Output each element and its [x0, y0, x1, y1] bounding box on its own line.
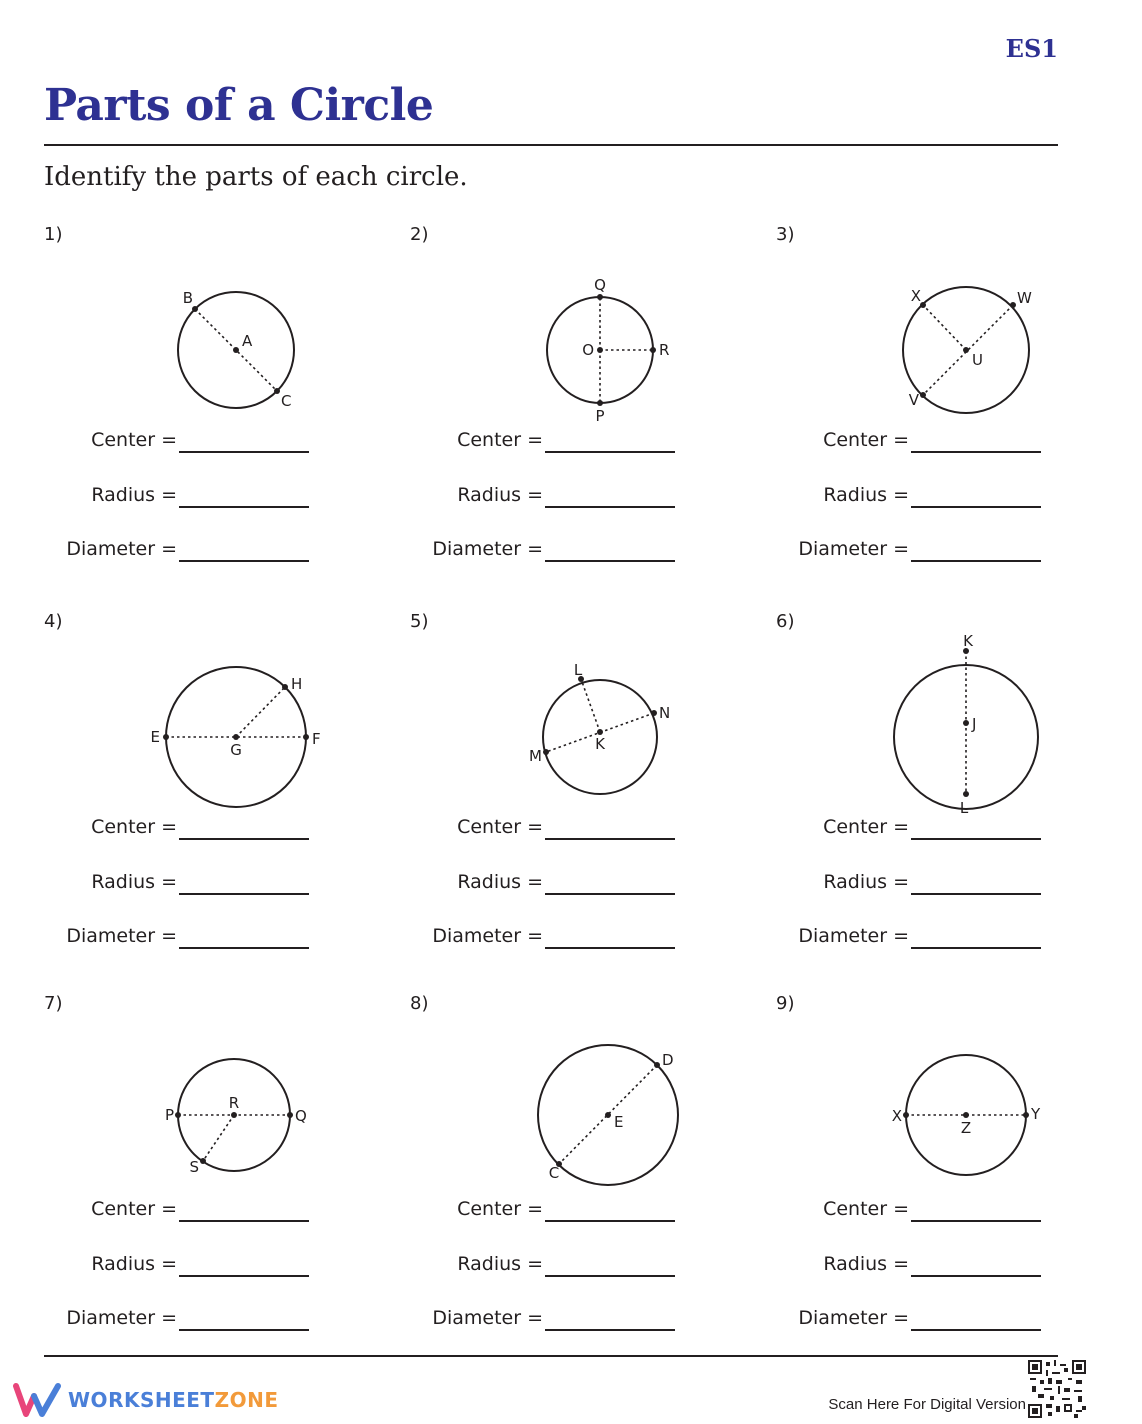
- center-answer-row: [44, 1198, 309, 1222]
- radius-label: Radius =: [457, 484, 543, 506]
- center-answer-row: [44, 816, 309, 840]
- diameter-answer-row: [44, 925, 309, 949]
- center-label: O: [582, 341, 594, 359]
- center-label: U: [972, 351, 983, 369]
- radius-label: Radius =: [91, 1253, 177, 1275]
- center-answer-row: [776, 429, 1041, 453]
- problem-2: [410, 224, 776, 604]
- circle-figure: [450, 238, 750, 425]
- brand-w-icon: [14, 1382, 64, 1418]
- point-label: Q: [594, 276, 606, 294]
- center-point: [963, 1112, 969, 1118]
- boundary-point: [175, 1112, 181, 1118]
- center-label: E: [614, 1113, 624, 1131]
- radius-answer-row: [44, 1253, 309, 1277]
- diameter-answer-blank[interactable]: [179, 560, 309, 562]
- radius-answer-blank[interactable]: [911, 893, 1041, 895]
- circle-figure: [816, 238, 1116, 418]
- diameter-answer-row: [776, 925, 1041, 949]
- circle-figure: [816, 625, 1116, 817]
- center-label: Center =: [457, 429, 543, 451]
- diameter-label: Diameter =: [432, 925, 543, 947]
- boundary-point: [1023, 1112, 1029, 1118]
- boundary-point: [543, 749, 549, 755]
- problem-7: [44, 993, 410, 1373]
- point-label: H: [291, 675, 303, 693]
- circle-figure: [450, 1007, 750, 1187]
- radius-answer-blank[interactable]: [911, 1275, 1041, 1277]
- problem-8: [410, 993, 776, 1373]
- point-label: N: [659, 704, 671, 722]
- boundary-point: [163, 734, 169, 740]
- problem-number: 1): [44, 224, 63, 245]
- center-label: Z: [960, 1119, 972, 1137]
- diameter-label: Diameter =: [66, 925, 177, 947]
- center-answer-row: [776, 1198, 1041, 1222]
- radius-label: Radius =: [823, 484, 909, 506]
- problem-3: [776, 224, 1142, 604]
- diameter-label: Diameter =: [798, 925, 909, 947]
- problem-6: [776, 611, 1142, 991]
- point-label: Y: [1031, 1105, 1041, 1123]
- boundary-point: [274, 388, 280, 394]
- center-answer-blank[interactable]: [911, 838, 1041, 840]
- radius-label: Radius =: [457, 1253, 543, 1275]
- problem-number: 6): [776, 611, 795, 632]
- point-label: X: [910, 287, 921, 305]
- boundary-point: [303, 734, 309, 740]
- center-answer-blank[interactable]: [179, 838, 309, 840]
- problem-number: 9): [776, 993, 795, 1014]
- center-label: G: [230, 741, 242, 759]
- worksheet-code: ES1: [1005, 34, 1058, 63]
- point-label: P: [164, 1106, 174, 1124]
- center-label: J: [972, 715, 977, 733]
- boundary-point: [654, 1062, 660, 1068]
- center-point: [231, 1112, 237, 1118]
- point-label: F: [312, 730, 321, 748]
- point-label: D: [662, 1051, 674, 1069]
- radius-answer-row: [776, 871, 1041, 895]
- radius-answer-blank[interactable]: [545, 1275, 675, 1277]
- bottom-divider: [44, 1355, 1058, 1357]
- center-label: Center =: [91, 1198, 177, 1220]
- dashed-segment: [203, 1115, 234, 1161]
- diameter-answer-row: [410, 925, 675, 949]
- diameter-answer-blank[interactable]: [545, 560, 675, 562]
- radius-answer-row: [44, 871, 309, 895]
- boundary-point: [651, 710, 657, 716]
- center-answer-row: [410, 1198, 675, 1222]
- diameter-answer-blank[interactable]: [179, 947, 309, 949]
- problem-9: [776, 993, 1142, 1373]
- center-answer-blank[interactable]: [179, 451, 309, 453]
- center-label: Center =: [457, 816, 543, 838]
- point-label: S: [189, 1158, 199, 1176]
- center-answer-row: [44, 429, 309, 453]
- diameter-answer-blank[interactable]: [179, 1329, 309, 1331]
- radius-answer-blank[interactable]: [911, 506, 1041, 508]
- point-label: Q: [295, 1107, 307, 1125]
- boundary-point: [597, 294, 603, 300]
- point-label: X: [891, 1107, 902, 1125]
- diameter-answer-blank[interactable]: [911, 1329, 1041, 1331]
- diameter-answer-blank[interactable]: [545, 947, 675, 949]
- dashed-segment: [581, 679, 600, 732]
- diameter-label: Diameter =: [432, 538, 543, 560]
- brand-logo: [14, 1382, 279, 1418]
- center-label: Center =: [457, 1198, 543, 1220]
- circle-figure: [84, 625, 384, 805]
- point-label: L: [959, 799, 969, 817]
- radius-answer-blank[interactable]: [545, 893, 675, 895]
- center-answer-blank[interactable]: [911, 1220, 1041, 1222]
- page-title: Parts of a Circle: [44, 80, 434, 131]
- boundary-point: [903, 1112, 909, 1118]
- center-answer-row: [776, 816, 1041, 840]
- diameter-label: Diameter =: [66, 538, 177, 560]
- radius-answer-row: [410, 484, 675, 508]
- radius-answer-row: [44, 484, 309, 508]
- point-label: L: [573, 661, 583, 679]
- dashed-segment: [923, 305, 966, 350]
- diameter-answer-blank[interactable]: [911, 947, 1041, 949]
- diameter-label: Diameter =: [798, 1307, 909, 1329]
- brand-name: WORKSHEETZONE: [68, 1388, 279, 1412]
- center-answer-blank[interactable]: [545, 1220, 675, 1222]
- problem-5: [410, 611, 776, 991]
- point-label: K: [963, 632, 973, 650]
- center-point: [605, 1112, 611, 1118]
- problem-number: 8): [410, 993, 429, 1014]
- point-label: M: [529, 747, 542, 765]
- point-label: R: [659, 341, 670, 359]
- center-answer-blank[interactable]: [911, 451, 1041, 453]
- boundary-point: [650, 347, 656, 353]
- boundary-point: [963, 791, 969, 797]
- radius-answer-blank[interactable]: [179, 893, 309, 895]
- center-answer-row: [410, 429, 675, 453]
- diameter-label: Diameter =: [432, 1307, 543, 1329]
- radius-answer-row: [410, 1253, 675, 1277]
- point-label: E: [150, 728, 160, 746]
- circle-figure: [816, 1007, 1116, 1187]
- boundary-point: [282, 684, 288, 690]
- center-label: R: [228, 1094, 240, 1112]
- diameter-answer-row: [44, 1307, 309, 1331]
- center-point: [963, 720, 969, 726]
- radius-answer-blank[interactable]: [179, 1275, 309, 1277]
- center-label: Center =: [823, 1198, 909, 1220]
- radius-label: Radius =: [823, 871, 909, 893]
- boundary-point: [1010, 302, 1016, 308]
- diameter-answer-row: [776, 1307, 1041, 1331]
- center-label: Center =: [91, 429, 177, 451]
- diameter-answer-row: [44, 538, 309, 562]
- circle-figure: [450, 625, 750, 805]
- center-answer-row: [410, 816, 675, 840]
- problem-1: [44, 224, 410, 604]
- center-label: Center =: [823, 429, 909, 451]
- point-label: C: [548, 1164, 560, 1182]
- radius-answer-row: [776, 1253, 1041, 1277]
- top-divider: [44, 144, 1058, 146]
- center-answer-blank[interactable]: [545, 451, 675, 453]
- point-label: V: [908, 391, 919, 409]
- problem-4: [44, 611, 410, 991]
- point-label: C: [281, 392, 292, 410]
- instructions: Identify the parts of each circle.: [44, 162, 468, 192]
- radius-label: Radius =: [457, 871, 543, 893]
- diameter-answer-row: [410, 538, 675, 562]
- circle-figure: [84, 1007, 384, 1187]
- radius-answer-row: [776, 484, 1041, 508]
- problem-number: 4): [44, 611, 63, 632]
- center-point: [233, 734, 239, 740]
- boundary-point: [597, 400, 603, 406]
- diameter-answer-row: [410, 1307, 675, 1331]
- radius-label: Radius =: [91, 871, 177, 893]
- circle-figure: [84, 238, 384, 418]
- problem-number: 7): [44, 993, 63, 1014]
- point-label: B: [182, 289, 193, 307]
- radius-answer-blank[interactable]: [179, 506, 309, 508]
- diameter-label: Diameter =: [66, 1307, 177, 1329]
- boundary-point: [287, 1112, 293, 1118]
- point-label: P: [595, 407, 605, 425]
- radius-label: Radius =: [823, 1253, 909, 1275]
- center-label: Center =: [823, 816, 909, 838]
- problem-number: 5): [410, 611, 429, 632]
- center-point: [963, 347, 969, 353]
- diameter-label: Diameter =: [798, 538, 909, 560]
- radius-answer-blank[interactable]: [545, 506, 675, 508]
- boundary-point: [920, 392, 926, 398]
- radius-answer-row: [410, 871, 675, 895]
- center-answer-blank[interactable]: [179, 1220, 309, 1222]
- problem-number: 3): [776, 224, 795, 245]
- qr-code-icon[interactable]: [1028, 1360, 1086, 1418]
- center-point: [597, 347, 603, 353]
- diameter-answer-blank[interactable]: [911, 560, 1041, 562]
- point-label: W: [1017, 289, 1032, 307]
- center-label: K: [595, 735, 605, 753]
- problem-number: 2): [410, 224, 429, 245]
- center-point: [233, 347, 239, 353]
- boundary-point: [200, 1158, 206, 1164]
- scan-text: Scan Here For Digital Version: [828, 1396, 1026, 1413]
- circle-outline: [894, 665, 1038, 809]
- diameter-answer-blank[interactable]: [545, 1329, 675, 1331]
- center-label: A: [242, 332, 253, 350]
- dashed-segment: [236, 687, 285, 737]
- center-answer-blank[interactable]: [545, 838, 675, 840]
- center-label: Center =: [91, 816, 177, 838]
- radius-label: Radius =: [91, 484, 177, 506]
- diameter-answer-row: [776, 538, 1041, 562]
